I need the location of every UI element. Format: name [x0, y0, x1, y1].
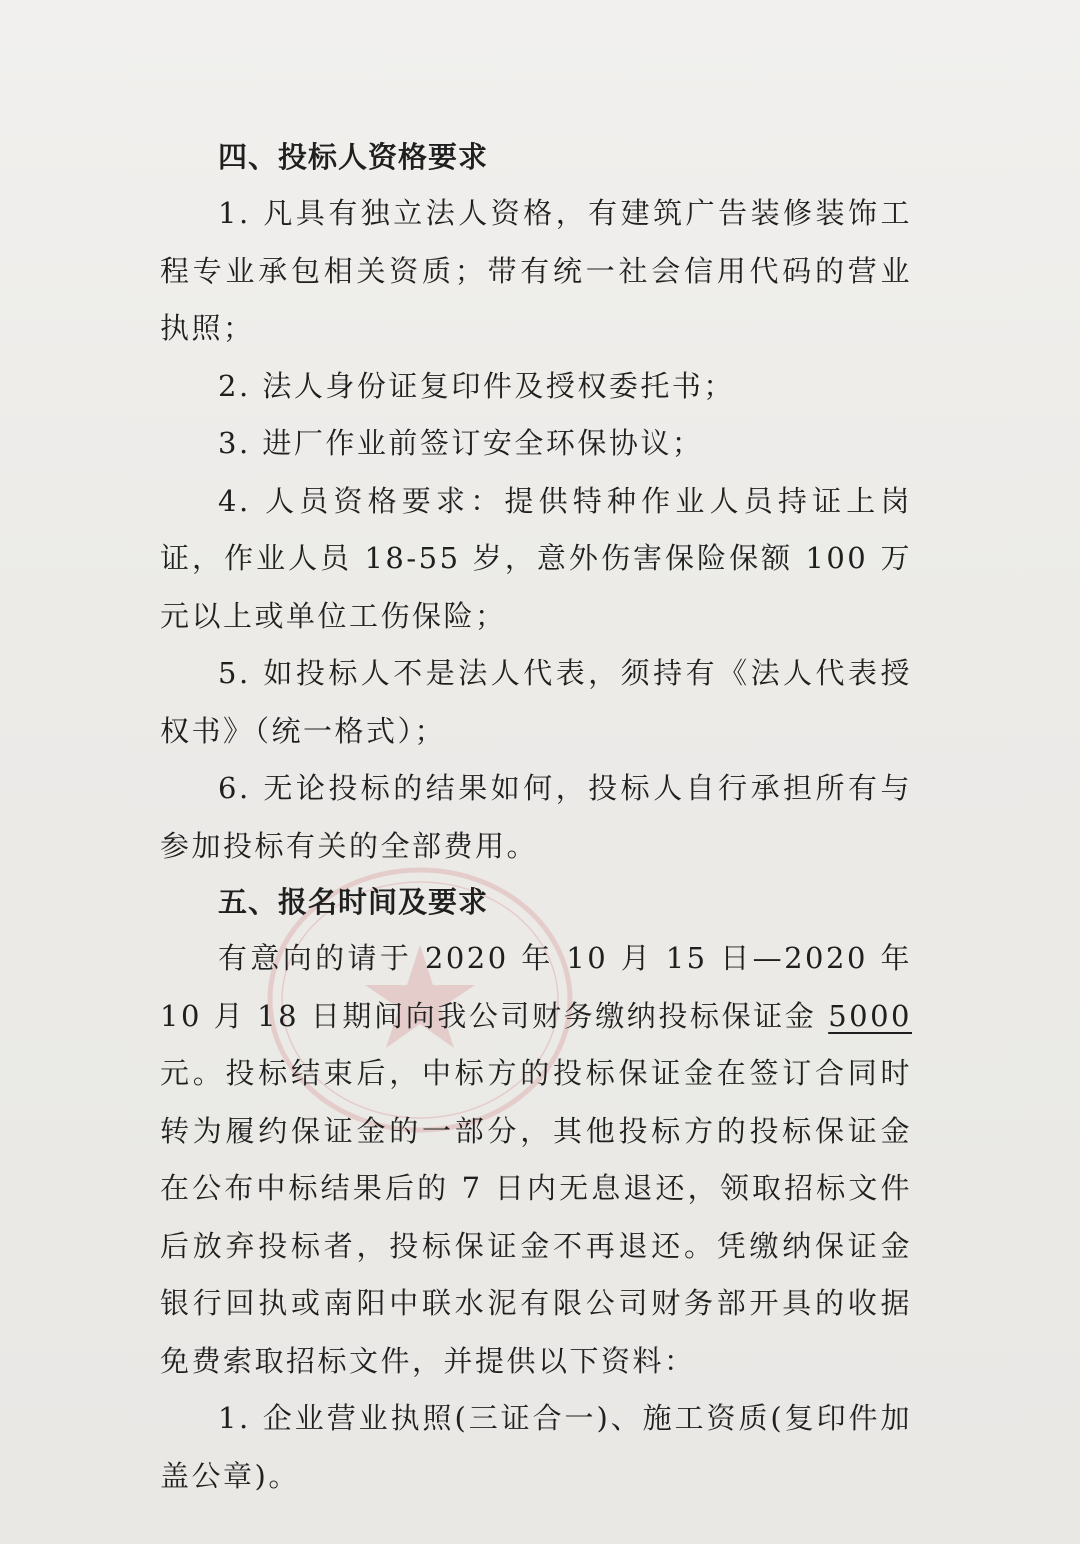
registration-intro-after: 元。投标结束后，中标方的投标保证金在签订合同时转为履约保证金的一部分，其他投标方的投标保证金在公布中标结果后的 7 日内无息退还，领取招标文件后放弃投标者，投标保证金不再退还。凭缴纳保证金银行回执或南阳中联水泥有限公司财务部开具的收据免费索取招标文件，并提供以下资料：	[160, 1056, 912, 1378]
registration-intro-paragraph	[160, 930, 912, 1390]
document-body	[160, 130, 912, 1505]
section-heading-bidder-qualifications: 四、投标人资格要求	[218, 140, 489, 174]
qualification-item-5: 5. 如投标人不是法人代表，须持有《法人代表授权书》（统一格式）；	[160, 656, 912, 748]
registration-intro-before: 有意向的请于 2020 年 10 月 15 日—2020 年 10 月 18 日期间向我公司财务缴纳投标保证金	[160, 941, 912, 1033]
qualification-item-2: 2. 法人身份证复印件及授权委托书；	[218, 368, 735, 403]
qualification-item-3: 3. 进厂作业前签订安全环保协议；	[218, 426, 704, 460]
qualification-item-4: 4. 人员资格要求：提供特种作业人员持证上岗证，作业人员 18-55 岁，意外伤害保险保额 100 万元以上或单位工伤保险；	[160, 483, 912, 633]
qualification-item-1: 1. 凡具有独立法人资格，有建筑广告装修装饰工程专业承包相关资质；带有统一社会信用代码的营业执照；	[160, 196, 912, 345]
qualification-item-6: 6. 无论投标的结果如何，投标人自行承担所有与参加投标有关的全部费用。	[160, 771, 912, 863]
registration-material-item-1: 1. 企业营业执照(三证合一)、施工资质(复印件加盖公章)。	[160, 1401, 912, 1493]
section-heading-registration: 五、报名时间及要求	[218, 885, 489, 919]
deposit-amount: 5000	[828, 998, 912, 1033]
